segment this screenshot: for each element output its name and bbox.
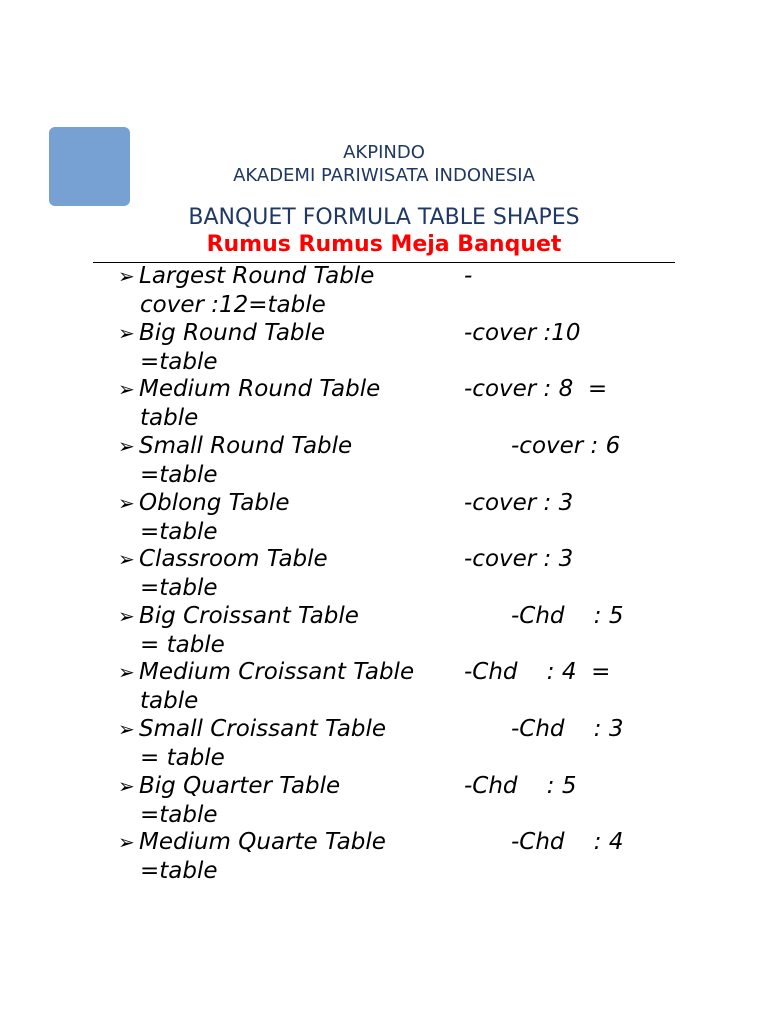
table-shape-formula: -Chd : 5 (464, 773, 577, 799)
arrow-bullet-icon: ➢ (118, 604, 135, 628)
list-item (118, 602, 678, 659)
list-item (118, 375, 678, 432)
table-shape-name: Classroom Table (139, 546, 328, 572)
list-item (118, 545, 678, 602)
list-item (118, 262, 678, 319)
table-shape-formula: -Chd : 3 (511, 716, 624, 742)
list-item (118, 658, 678, 715)
table-shape-formula: -Chd : 4 = (464, 659, 611, 685)
list-item (118, 828, 678, 885)
org-full-name: AKADEMI PARIWISATA INDONESIA (233, 165, 535, 186)
table-shape-result: =table (140, 858, 218, 884)
list-item (118, 772, 678, 829)
table-shape-formula: -cover : 6 (511, 433, 621, 459)
arrow-bullet-icon: ➢ (118, 434, 135, 458)
table-shape-result: table (140, 405, 199, 431)
table-shape-name: Oblong Table (139, 490, 290, 516)
table-shape-formula: -cover : 3 (464, 490, 574, 516)
table-shape-name: Big Round Table (139, 320, 326, 346)
table-shape-result: cover :12=table (140, 292, 326, 318)
arrow-bullet-icon: ➢ (118, 321, 135, 345)
table-shape-name: Small Croissant Table (139, 716, 387, 742)
list-item (118, 319, 678, 376)
arrow-bullet-icon: ➢ (118, 264, 135, 288)
table-shape-result: =table (140, 462, 218, 488)
table-shape-formula: -cover : 3 (464, 546, 574, 572)
list-item (118, 489, 678, 546)
table-shape-formula: -cover :10 (464, 320, 581, 346)
table-shape-name: Medium Quarte Table (139, 829, 386, 855)
arrow-bullet-icon: ➢ (118, 377, 135, 401)
arrow-bullet-icon: ➢ (118, 717, 135, 741)
table-shape-result: = table (140, 632, 225, 658)
arrow-bullet-icon: ➢ (118, 774, 135, 798)
table-shape-result: =table (140, 349, 218, 375)
page-title: BANQUET FORMULA TABLE SHAPES (188, 205, 580, 230)
arrow-bullet-icon: ➢ (118, 660, 135, 684)
table-shape-formula: -cover : 8 = (464, 376, 608, 402)
table-shape-name: Medium Round Table (139, 376, 381, 402)
table-shape-name: Largest Round Table (139, 263, 375, 289)
table-shape-name: Big Quarter Table (139, 773, 341, 799)
table-shape-result: =table (140, 802, 218, 828)
table-shape-result: = table (140, 745, 225, 771)
arrow-bullet-icon: ➢ (118, 547, 135, 571)
org-short-name: AKPINDO (343, 142, 425, 163)
table-shape-result: =table (140, 575, 218, 601)
table-shape-formula: -Chd : 5 (511, 603, 624, 629)
page-subtitle: Rumus Rumus Meja Banquet (206, 232, 562, 257)
table-shape-result: =table (140, 519, 218, 545)
table-shape-formula: - (464, 263, 473, 289)
table-shape-name: Medium Croissant Table (139, 659, 415, 685)
table-shape-formula: -Chd : 4 (511, 829, 624, 855)
arrow-bullet-icon: ➢ (118, 830, 135, 854)
table-shape-name: Big Croissant Table (139, 603, 359, 629)
list-item (118, 715, 678, 772)
table-shape-name: Small Round Table (139, 433, 353, 459)
table-shape-result: table (140, 688, 199, 714)
list-item (118, 432, 678, 489)
arrow-bullet-icon: ➢ (118, 491, 135, 515)
